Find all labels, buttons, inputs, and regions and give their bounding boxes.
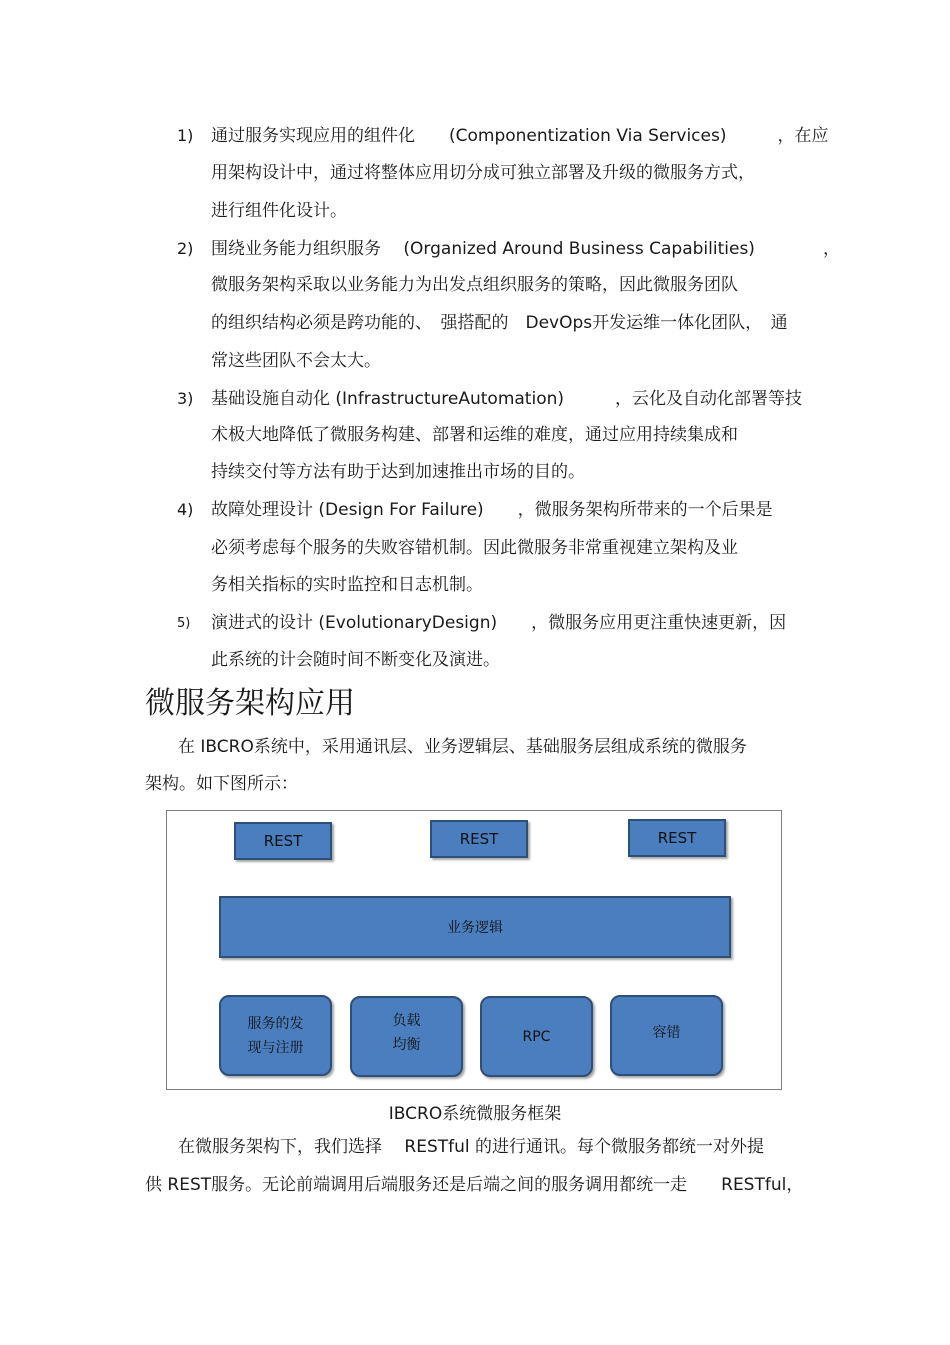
rest-box: REST bbox=[628, 819, 726, 857]
box-label-line: 负载 bbox=[392, 1012, 421, 1029]
fault-tolerance-box bbox=[610, 995, 723, 1076]
closing-line: 在微服务架构下，我们选择 RESTful 的进行通讯。每个微服务都统一对外提 bbox=[178, 1137, 765, 1157]
list-item-line: 故障处理设计 (Design For Failure) ，微服务架构所带来的一个后果是 bbox=[211, 500, 773, 520]
service-discovery-box bbox=[219, 995, 332, 1076]
list-number: 5) bbox=[177, 616, 191, 631]
list-number: 2) bbox=[177, 239, 194, 258]
figure-caption: IBCRO系统微服务框架 bbox=[388, 1104, 562, 1124]
box-label-line: 现与注册 bbox=[247, 1039, 304, 1056]
list-item-line: 基础设施自动化 (InfrastructureAutomation) ，云化及自动化部署等技 bbox=[211, 389, 803, 409]
intro-line: 架构。如下图所示： bbox=[145, 774, 298, 794]
intro-line: 在 IBCRO系统中，采用通讯层、业务逻辑层、基础服务层组成系统的微服务 bbox=[178, 737, 747, 757]
list-item-line: 微服务架构采取以业务能力为出发点组织服务的策略，因此微服务团队 bbox=[211, 275, 738, 295]
list-number: 4) bbox=[177, 500, 194, 519]
box-label-line: 服务的发 bbox=[247, 1015, 304, 1032]
list-item-line: 围绕业务能力组织服务 (Organized Around Business Capabilities) ， bbox=[211, 239, 840, 259]
list-item-line: 的组织结构必须是跨功能的、 强搭配的 DevOps开发运维一体化团队， 通 bbox=[211, 313, 788, 333]
list-item-line: 务相关指标的实时监控和日志机制。 bbox=[211, 575, 483, 595]
list-item-line: 持续交付等方法有助于达到加速推出市场的目的。 bbox=[211, 462, 585, 482]
rpc-box bbox=[480, 996, 593, 1077]
business-logic-box: 业务逻辑 bbox=[219, 896, 731, 958]
list-item-line: 常这些团队不会太大。 bbox=[211, 351, 381, 371]
list-number: 3) bbox=[177, 389, 194, 408]
section-title: 微服务架构应用 bbox=[145, 686, 355, 721]
list-item-line: 用架构设计中，通过将整体应用切分成可独立部署及升级的微服务方式， bbox=[211, 163, 755, 183]
list-item-line: 通过服务实现应用的组件化 (Componentization Via Services) ，在应 bbox=[211, 126, 829, 146]
closing-line: 供 REST服务。无论前端调用后端服务还是后端之间的服务调用都统一走 RESTful， bbox=[145, 1175, 804, 1195]
list-item-line: 必须考虑每个服务的失败容错机制。因此微服务非常重视建立架构及业 bbox=[211, 538, 738, 558]
list-number: 1) bbox=[177, 126, 194, 145]
rest-box: REST bbox=[430, 820, 528, 858]
list-item-line: 术极大地降低了微服务构建、部署和运维的难度，通过应用持续集成和 bbox=[211, 425, 738, 445]
architecture-diagram bbox=[166, 810, 782, 1090]
rest-box: REST bbox=[234, 822, 332, 860]
load-balancing-box bbox=[350, 996, 463, 1077]
list-item-line: 演进式的设计 (EvolutionaryDesign) ，微服务应用更注重快速更新，因 bbox=[211, 613, 787, 633]
box-label-line: RPC bbox=[522, 1028, 551, 1045]
box-label-line: 均衡 bbox=[392, 1036, 421, 1053]
list-item-line: 此系统的计会随时间不断变化及演进。 bbox=[211, 650, 500, 670]
box-label-line: 容错 bbox=[652, 1024, 681, 1041]
list-item-line: 进行组件化设计。 bbox=[211, 201, 347, 221]
